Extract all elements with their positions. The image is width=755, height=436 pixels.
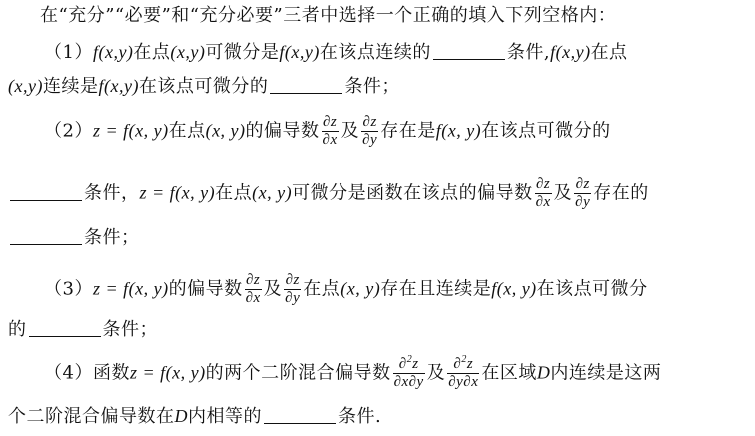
exponent: 2	[461, 354, 467, 365]
frac-numerator: ∂z	[575, 176, 590, 192]
q3-line-2	[8, 318, 158, 342]
q3-number: （3）	[44, 278, 93, 300]
frac-denominator: ∂x	[245, 290, 261, 306]
q4-answer-blank[interactable]	[264, 405, 336, 424]
frac-numerator: ∂z	[245, 272, 261, 288]
frac-denominator: ∂y	[362, 132, 378, 148]
q3-func-2: f(x, y)	[491, 278, 537, 299]
q4-line-1	[44, 356, 661, 391]
q1-number: （1）	[44, 42, 93, 63]
q2-text-7: 在点	[215, 182, 253, 204]
frac-denominator: ∂y∂x	[448, 374, 479, 390]
q2-func-2: f(x, y)	[435, 120, 482, 141]
q2-line-1	[44, 114, 611, 149]
frac-numerator: ∂z	[285, 272, 300, 288]
partial-symbol: ∂	[453, 356, 462, 372]
q1-func-1: f(x,y)	[92, 42, 134, 62]
frac-denominator: ∂x	[535, 194, 551, 210]
q1-text-4: 条件,	[506, 42, 551, 63]
q1-text-8: 条件；	[344, 76, 400, 97]
q3-text-3: 在点	[303, 278, 341, 300]
q3-point-1: (x, y)	[340, 278, 381, 299]
q2-text-11: 条件；	[84, 227, 140, 248]
exponent: 2	[406, 354, 413, 365]
q4-func-1: z = f(x, y)	[129, 362, 206, 383]
q1-line-1	[44, 40, 628, 65]
intro-text	[40, 4, 616, 28]
mixed-partial-yx-fraction	[447, 356, 479, 391]
frac-numerator: ∂z	[362, 114, 377, 130]
q2-text-5: 在该点可微分的	[481, 120, 611, 142]
q2-line-3	[8, 226, 140, 250]
frac-denominator: ∂x	[322, 132, 338, 148]
q3-func-1: z = f(x, y)	[92, 278, 169, 299]
q3-text-5: 在该点可微分	[536, 278, 648, 300]
q1-point-2: (x,y)	[8, 76, 43, 96]
q1-answer-blank-2[interactable]	[270, 75, 342, 94]
q4-region-2: D	[174, 406, 188, 426]
q3-text-4: 存在且连续是	[380, 278, 492, 300]
q2-line-2	[8, 176, 649, 211]
q2-answer-blank-2[interactable]	[10, 226, 82, 245]
frac-denominator: ∂y	[575, 194, 591, 210]
q2-point-1: (x, y)	[205, 120, 246, 141]
intro-sentence: 在“充分”“必要”和“充分必要”三者中选择一个正确的填入下列空格内：	[40, 5, 617, 26]
frac-numerator: ∂z	[322, 114, 338, 130]
partial-z-y-fraction	[361, 114, 378, 149]
frac-numerator: ∂z	[536, 176, 551, 192]
q2-text-2: 的偏导数	[245, 120, 320, 142]
q2-text-10: 存在的	[593, 182, 649, 204]
q2-func-1: z = f(x, y)	[92, 120, 169, 141]
q1-func-3: f(x,y)	[550, 42, 591, 62]
q1-line-2	[8, 74, 400, 99]
q4-text-5: 个二阶混合偏导数在	[8, 406, 175, 427]
frac-numerator	[393, 356, 425, 374]
q2-text-3: 及	[340, 120, 360, 142]
q4-text-1: 的两个二阶混合偏导数	[205, 362, 391, 384]
q4-text-4: 内连续是这两	[550, 362, 662, 384]
q4-text-7: 条件.	[338, 406, 382, 427]
q1-point-1: (x,y)	[170, 42, 206, 62]
partial-z-y-fraction	[284, 272, 301, 307]
q2-text-1: 在点	[168, 120, 206, 142]
partial-z-x-fraction	[535, 176, 552, 211]
partial-z-x-fraction	[322, 114, 339, 149]
q4-text-6: 内相等的	[188, 406, 262, 427]
q4-text-2: 及	[426, 362, 446, 384]
q2-point-2: (x, y)	[252, 182, 293, 203]
q3-text-2: 及	[263, 278, 283, 300]
frac-denominator: ∂x∂y	[393, 374, 424, 390]
q3-text-6: 的	[8, 319, 27, 340]
q4-region-1: D	[536, 362, 551, 383]
q1-answer-blank-1[interactable]	[433, 41, 505, 60]
q3-line-1	[44, 272, 648, 307]
frac-denominator: ∂y	[285, 290, 301, 306]
q3-text-1: 的偏导数	[168, 278, 243, 300]
q3-text-7: 条件；	[102, 319, 158, 340]
mixed-partial-xy-fraction	[393, 356, 425, 391]
q2-text-9: 及	[553, 182, 573, 204]
partial-z-y-fraction	[574, 176, 591, 211]
q2-text-6: 条件，	[84, 182, 140, 204]
variable-z: z	[466, 356, 474, 372]
q1-text-3: 在该点连续的	[319, 42, 431, 63]
q1-func-2: f(x,y)	[279, 42, 320, 62]
q4-number: （4）函数	[44, 362, 130, 384]
q1-text-1: 在点	[133, 42, 171, 63]
q2-number: （2）	[44, 120, 93, 142]
q2-answer-blank-1[interactable]	[10, 182, 82, 201]
frac-numerator	[447, 356, 479, 374]
partial-z-x-fraction	[245, 272, 262, 307]
q2-text-8: 可微分是函数在该点的偏导数	[292, 182, 533, 204]
q4-text-3: 在区域	[481, 362, 537, 384]
partial-symbol: ∂	[398, 356, 407, 372]
q1-text-5: 在点	[590, 42, 628, 63]
q4-line-2	[8, 404, 381, 429]
q1-text-7: 在该点可微分的	[138, 76, 269, 97]
q1-text-2: 可微分是	[205, 42, 280, 63]
q1-text-6: 连续是	[42, 76, 99, 97]
q2-func-3: z = f(x, y)	[139, 182, 216, 203]
q1-func-4: f(x,y)	[98, 76, 139, 96]
q2-text-4: 存在是	[380, 120, 436, 142]
q3-answer-blank[interactable]	[29, 318, 101, 337]
variable-z: z	[412, 356, 419, 372]
